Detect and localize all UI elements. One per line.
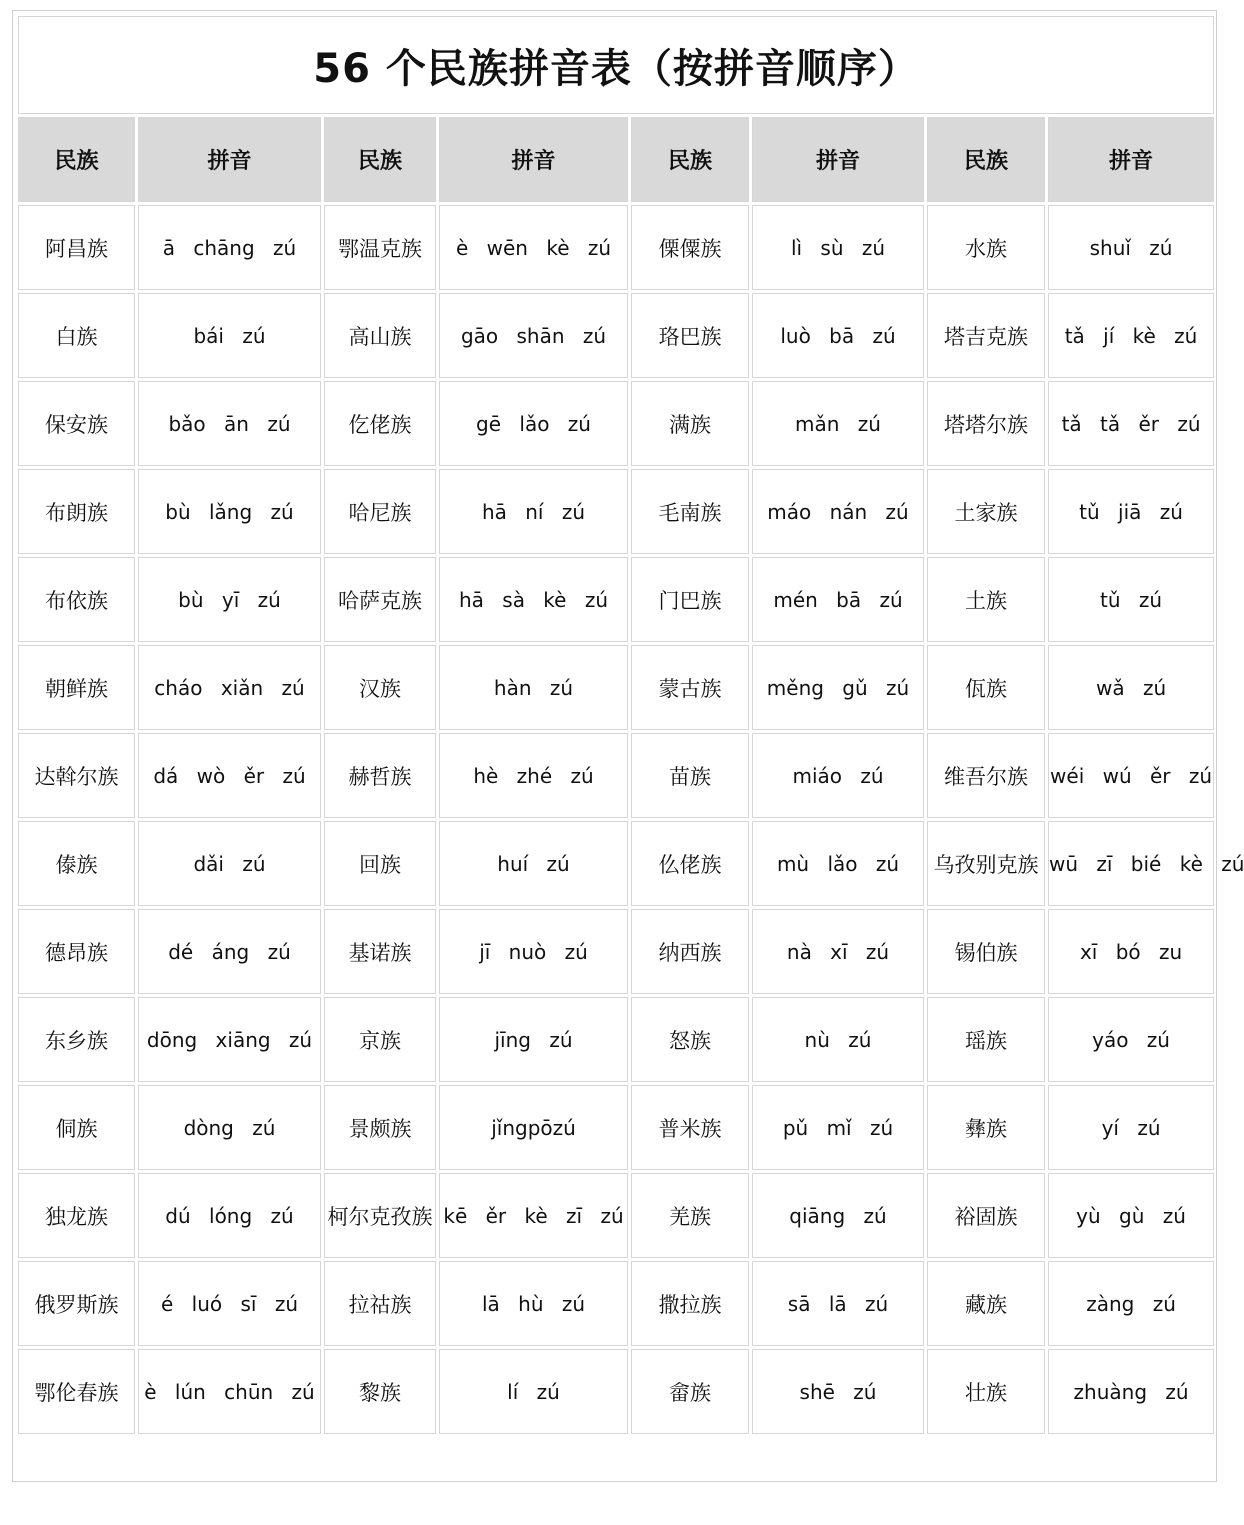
ethnic-group-name: 撒拉族 bbox=[631, 1261, 749, 1346]
ethnic-group-name: 汉族 bbox=[324, 645, 436, 730]
ethnic-group-pinyin: shē zú bbox=[752, 1349, 924, 1434]
column-header-pinyin: 拼音 bbox=[1048, 117, 1214, 202]
ethnic-group-name: 基诺族 bbox=[324, 909, 436, 994]
ethnic-group-pinyin: é luó sī zú bbox=[138, 1261, 321, 1346]
ethnic-pinyin-table bbox=[15, 13, 1244, 1437]
ethnic-group-pinyin: zàng zú bbox=[1048, 1261, 1214, 1346]
table-row bbox=[18, 1349, 1214, 1434]
ethnic-group-name: 高山族 bbox=[324, 293, 436, 378]
ethnic-group-name: 仡佬族 bbox=[324, 381, 436, 466]
ethnic-group-name: 蒙古族 bbox=[631, 645, 749, 730]
ethnic-group-name: 普米族 bbox=[631, 1085, 749, 1170]
column-header-pinyin: 拼音 bbox=[752, 117, 924, 202]
ethnic-group-pinyin: huí zú bbox=[439, 821, 628, 906]
ethnic-group-pinyin: xī bó zu bbox=[1048, 909, 1214, 994]
ethnic-group-name: 苗族 bbox=[631, 733, 749, 818]
ethnic-group-pinyin: nà xī zú bbox=[752, 909, 924, 994]
ethnic-group-name: 塔吉克族 bbox=[927, 293, 1045, 378]
ethnic-group-pinyin: měng gǔ zú bbox=[752, 645, 924, 730]
ethnic-group-pinyin: dǎi zú bbox=[138, 821, 321, 906]
ethnic-group-pinyin: lí zú bbox=[439, 1349, 628, 1434]
table-row bbox=[18, 733, 1214, 818]
column-header-ethnic-group: 民族 bbox=[324, 117, 436, 202]
ethnic-group-name: 布依族 bbox=[18, 557, 135, 642]
ethnic-group-pinyin: hā sà kè zú bbox=[439, 557, 628, 642]
ethnic-group-name: 保安族 bbox=[18, 381, 135, 466]
ethnic-group-name: 傈僳族 bbox=[631, 205, 749, 290]
ethnic-group-pinyin: jī nuò zú bbox=[439, 909, 628, 994]
ethnic-group-name: 畲族 bbox=[631, 1349, 749, 1434]
ethnic-group-pinyin: tǔ jiā zú bbox=[1048, 469, 1214, 554]
ethnic-group-name: 仫佬族 bbox=[631, 821, 749, 906]
ethnic-group-name: 回族 bbox=[324, 821, 436, 906]
ethnic-group-name: 黎族 bbox=[324, 1349, 436, 1434]
table-row bbox=[18, 821, 1214, 906]
ethnic-group-name: 京族 bbox=[324, 997, 436, 1082]
ethnic-group-name: 鄂伦春族 bbox=[18, 1349, 135, 1434]
ethnic-group-pinyin: bǎo ān zú bbox=[138, 381, 321, 466]
ethnic-group-pinyin: wéi wú ěr zú bbox=[1048, 733, 1214, 818]
column-header-pinyin: 拼音 bbox=[138, 117, 321, 202]
ethnic-group-pinyin: dé áng zú bbox=[138, 909, 321, 994]
ethnic-group-pinyin: cháo xiǎn zú bbox=[138, 645, 321, 730]
ethnic-group-name: 水族 bbox=[927, 205, 1045, 290]
table-row bbox=[18, 997, 1214, 1082]
ethnic-group-pinyin: wū zī bié kè zú bbox=[1048, 821, 1214, 906]
ethnic-group-name: 朝鲜族 bbox=[18, 645, 135, 730]
ethnic-group-pinyin: jīng zú bbox=[439, 997, 628, 1082]
ethnic-group-name: 土家族 bbox=[927, 469, 1045, 554]
ethnic-group-pinyin: pǔ mǐ zú bbox=[752, 1085, 924, 1170]
ethnic-group-name: 哈萨克族 bbox=[324, 557, 436, 642]
table-body bbox=[18, 205, 1244, 1434]
ethnic-group-pinyin: è lún chūn zú bbox=[138, 1349, 321, 1434]
ethnic-group-pinyin: bù yī zú bbox=[138, 557, 321, 642]
ethnic-group-name: 毛南族 bbox=[631, 469, 749, 554]
ethnic-group-name: 珞巴族 bbox=[631, 293, 749, 378]
ethnic-group-name: 傣族 bbox=[18, 821, 135, 906]
ethnic-group-pinyin: hā ní zú bbox=[439, 469, 628, 554]
ethnic-group-name: 侗族 bbox=[18, 1085, 135, 1170]
ethnic-group-name: 赫哲族 bbox=[324, 733, 436, 818]
ethnic-group-pinyin: miáo zú bbox=[752, 733, 924, 818]
table-row bbox=[18, 909, 1214, 994]
ethnic-group-pinyin: lā hù zú bbox=[439, 1261, 628, 1346]
table-row bbox=[18, 645, 1214, 730]
ethnic-group-name: 德昂族 bbox=[18, 909, 135, 994]
ethnic-group-name: 塔塔尔族 bbox=[927, 381, 1045, 466]
ethnic-group-pinyin: yù gù zú bbox=[1048, 1173, 1214, 1258]
header-row bbox=[18, 117, 1214, 202]
ethnic-group-pinyin: sā lā zú bbox=[752, 1261, 924, 1346]
ethnic-group-pinyin: gāo shān zú bbox=[439, 293, 628, 378]
table-row bbox=[18, 381, 1214, 466]
ethnic-group-pinyin: shuǐ zú bbox=[1048, 205, 1214, 290]
ethnic-group-name: 哈尼族 bbox=[324, 469, 436, 554]
ethnic-group-name: 景颇族 bbox=[324, 1085, 436, 1170]
ethnic-group-pinyin: mǎn zú bbox=[752, 381, 924, 466]
ethnic-group-name: 白族 bbox=[18, 293, 135, 378]
column-header-ethnic-group: 民族 bbox=[631, 117, 749, 202]
page-title: 56 个民族拼音表（按拼音顺序） bbox=[18, 16, 1214, 114]
ethnic-group-pinyin: hè zhé zú bbox=[439, 733, 628, 818]
ethnic-group-name: 彝族 bbox=[927, 1085, 1045, 1170]
ethnic-group-name: 东乡族 bbox=[18, 997, 135, 1082]
ethnic-group-pinyin: mù lǎo zú bbox=[752, 821, 924, 906]
ethnic-group-name: 瑶族 bbox=[927, 997, 1045, 1082]
ethnic-group-pinyin: luò bā zú bbox=[752, 293, 924, 378]
ethnic-group-name: 羌族 bbox=[631, 1173, 749, 1258]
ethnic-group-name: 拉祜族 bbox=[324, 1261, 436, 1346]
ethnic-pinyin-sheet bbox=[12, 10, 1244, 1482]
ethnic-group-pinyin: zhuàng zú bbox=[1048, 1349, 1214, 1434]
ethnic-group-name: 壮族 bbox=[927, 1349, 1045, 1434]
ethnic-group-name: 俄罗斯族 bbox=[18, 1261, 135, 1346]
ethnic-group-name: 锡伯族 bbox=[927, 909, 1045, 994]
ethnic-group-pinyin: tǎ jí kè zú bbox=[1048, 293, 1214, 378]
table-row bbox=[18, 557, 1214, 642]
table-row bbox=[18, 1085, 1214, 1170]
ethnic-group-pinyin: kē ěr kè zī zú bbox=[439, 1173, 628, 1258]
ethnic-group-pinyin: dōng xiāng zú bbox=[138, 997, 321, 1082]
ethnic-group-pinyin: qiāng zú bbox=[752, 1173, 924, 1258]
ethnic-group-name: 土族 bbox=[927, 557, 1045, 642]
ethnic-group-name: 裕固族 bbox=[927, 1173, 1045, 1258]
ethnic-group-pinyin: tǎ tǎ ěr zú bbox=[1048, 381, 1214, 466]
ethnic-group-pinyin: máo nán zú bbox=[752, 469, 924, 554]
ethnic-group-pinyin: bái zú bbox=[138, 293, 321, 378]
table-row bbox=[18, 205, 1214, 290]
ethnic-group-pinyin: nù zú bbox=[752, 997, 924, 1082]
ethnic-group-name: 阿昌族 bbox=[18, 205, 135, 290]
table-row bbox=[18, 1173, 1214, 1258]
table-row bbox=[18, 1261, 1214, 1346]
table-row bbox=[18, 469, 1214, 554]
ethnic-group-pinyin: yáo zú bbox=[1048, 997, 1214, 1082]
ethnic-group-name: 独龙族 bbox=[18, 1173, 135, 1258]
ethnic-group-pinyin: bù lǎng zú bbox=[138, 469, 321, 554]
ethnic-group-pinyin: dòng zú bbox=[138, 1085, 321, 1170]
ethnic-group-name: 维吾尔族 bbox=[927, 733, 1045, 818]
ethnic-group-name: 乌孜别克族 bbox=[927, 821, 1045, 906]
ethnic-group-pinyin: dú lóng zú bbox=[138, 1173, 321, 1258]
ethnic-group-pinyin: hàn zú bbox=[439, 645, 628, 730]
column-header-pinyin: 拼音 bbox=[439, 117, 628, 202]
ethnic-group-name: 门巴族 bbox=[631, 557, 749, 642]
ethnic-group-pinyin: tǔ zú bbox=[1048, 557, 1214, 642]
ethnic-group-name: 达斡尔族 bbox=[18, 733, 135, 818]
ethnic-group-name: 藏族 bbox=[927, 1261, 1045, 1346]
ethnic-group-pinyin: jǐngpōzú bbox=[439, 1085, 628, 1170]
ethnic-group-pinyin: è wēn kè zú bbox=[439, 205, 628, 290]
ethnic-group-pinyin: mén bā zú bbox=[752, 557, 924, 642]
column-header-ethnic-group: 民族 bbox=[18, 117, 135, 202]
ethnic-group-pinyin: dá wò ěr zú bbox=[138, 733, 321, 818]
column-header-ethnic-group: 民族 bbox=[927, 117, 1045, 202]
ethnic-group-pinyin: gē lǎo zú bbox=[439, 381, 628, 466]
ethnic-group-pinyin: wǎ zú bbox=[1048, 645, 1214, 730]
ethnic-group-name: 布朗族 bbox=[18, 469, 135, 554]
ethnic-group-name: 纳西族 bbox=[631, 909, 749, 994]
ethnic-group-pinyin: lì sù zú bbox=[752, 205, 924, 290]
ethnic-group-name: 鄂温克族 bbox=[324, 205, 436, 290]
ethnic-group-pinyin: yí zú bbox=[1048, 1085, 1214, 1170]
ethnic-group-name: 怒族 bbox=[631, 997, 749, 1082]
ethnic-group-name: 佤族 bbox=[927, 645, 1045, 730]
ethnic-group-name: 柯尔克孜族 bbox=[324, 1173, 436, 1258]
ethnic-group-pinyin: ā chāng zú bbox=[138, 205, 321, 290]
table-row bbox=[18, 293, 1214, 378]
ethnic-group-name: 满族 bbox=[631, 381, 749, 466]
